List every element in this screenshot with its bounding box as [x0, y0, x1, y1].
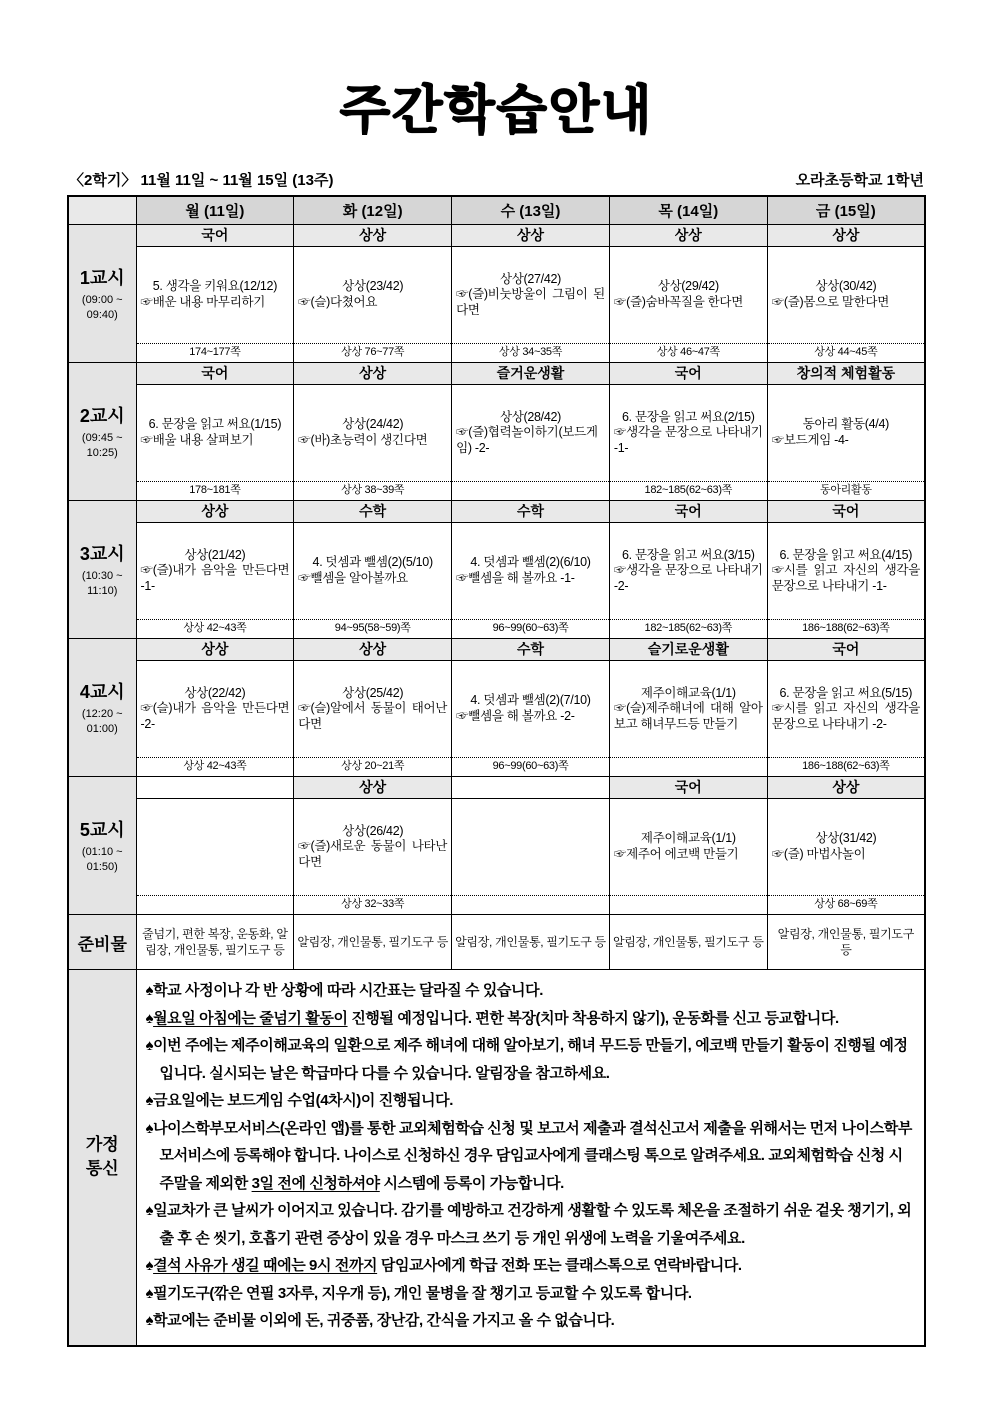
period-time: (10:30 ~ 11:10) — [81, 570, 123, 597]
lesson-title: 6. 문장을 읽고 써요(2/15) — [621, 409, 755, 424]
lesson-title: 상상(28/42) — [499, 409, 562, 424]
lesson-subject: 상상 — [294, 777, 451, 799]
lesson-title: 제주이해교육(1/1) — [640, 685, 736, 700]
lesson-subject: 상상 — [294, 639, 451, 661]
supplies-cell: 줄넘기, 편한 복장, 운동화, 알림장, 개인물통, 필기도구 등 — [136, 915, 294, 970]
lesson-cell — [452, 225, 610, 363]
lesson-title: 상상(22/42) — [184, 685, 246, 700]
lesson-detail: ☞(즐)몸으로 말한다면 — [771, 295, 889, 309]
lesson-cell — [136, 363, 294, 501]
supplies-label: 준비물 — [68, 915, 136, 970]
lesson-cell — [136, 777, 294, 915]
notice-item: ♠학교에는 준비물 이외에 돈, 귀중품, 장난감, 간식을 가지고 올 수 없습니다. — [145, 1312, 615, 1329]
notice-list — [146, 977, 916, 1335]
notice-item: ♠이번 주에는 제주이해교육의 일환으로 제주 해녀에 대해 알아보기, 해녀 무드등 만들기, 에코백 만들기 활동이 진행될 예정입니다. 실시되는 날은 학급마다 다를 수 있습니다. 알림장을 참고하세요. — [145, 1037, 908, 1082]
lesson-subject: 국어 — [610, 363, 767, 385]
lesson-pages: 상상 44~45쪽 — [768, 343, 924, 362]
lesson-pages: 96~99(60~63)쪽 — [452, 757, 609, 776]
lesson-pages: 상상 68~69쪽 — [768, 895, 924, 914]
lesson-pages: 182~185(62~63)쪽 — [610, 619, 767, 638]
day-header-fri: 금 (15일) — [767, 196, 925, 225]
lesson-pages: 상상 76~77쪽 — [294, 343, 451, 362]
lesson-subject: 국어 — [137, 225, 294, 247]
lesson-subject: 창의적 체험활동 — [768, 363, 924, 385]
notice-item: ♠결석 사유가 생길 때에는 9시 전까지 담임교사에게 학급 전화 또는 클래스톡으로 연락바랍니다. — [145, 1257, 742, 1274]
lesson-pages — [452, 895, 609, 914]
lesson-title: 상상(31/42) — [815, 831, 877, 846]
lesson-title: 상상(29/42) — [657, 279, 719, 294]
lesson-title: 4. 덧셈과 뺄셈(2)(7/10) — [470, 693, 591, 708]
lesson-pages — [137, 895, 294, 914]
period-name: 3교시 — [79, 544, 125, 565]
lesson-cell — [609, 501, 767, 639]
lesson-subject: 상상 — [768, 777, 924, 799]
lesson-cell — [294, 639, 452, 777]
period-name: 5교시 — [79, 820, 125, 841]
lesson-title: 상상(26/42) — [342, 823, 404, 838]
lesson-pages: 상상 20~21쪽 — [294, 757, 451, 776]
lesson-pages: 182~185(62~63)쪽 — [610, 481, 767, 500]
notice-label: 가정 통신 — [68, 970, 136, 1346]
table-corner — [68, 196, 136, 225]
lesson-pages — [610, 757, 767, 776]
lesson-subject — [452, 777, 609, 799]
lesson-detail: ☞뺄셈을 알아볼까요 — [298, 571, 408, 585]
period-time: (12:20 ~ 01:00) — [81, 708, 123, 735]
lesson-subject: 상상 — [137, 639, 294, 661]
lesson-pages: 174~177쪽 — [137, 343, 294, 362]
lesson-subject: 국어 — [610, 501, 767, 523]
lesson-cell — [294, 777, 452, 915]
period-time: (09:00 ~ 09:40) — [81, 294, 123, 321]
day-header-tue: 화 (12일) — [294, 196, 452, 225]
period-label-5 — [68, 777, 136, 915]
lesson-title: 상상(23/42) — [342, 279, 404, 294]
lesson-cell — [452, 501, 610, 639]
lesson-pages — [452, 481, 609, 500]
lesson-title: 상상(27/42) — [499, 271, 562, 286]
period-label-1 — [68, 225, 136, 363]
lesson-detail: ☞(즐)숨바꼭질을 한다면 — [613, 295, 743, 309]
lesson-pages: 96~99(60~63)쪽 — [452, 619, 609, 638]
lesson-cell — [609, 225, 767, 363]
page-title: 주간학습안내 — [339, 82, 654, 140]
lesson-cell — [452, 363, 610, 501]
lesson-title: 상상(24/42) — [342, 417, 404, 432]
lesson-detail: ☞제주어 에코백 만들기 — [613, 847, 739, 861]
lesson-cell — [609, 363, 767, 501]
lesson-cell — [294, 501, 452, 639]
lesson-detail: ☞시를 읽고 자신의 생각을 문장으로 나타내기 -1- — [771, 563, 920, 593]
lesson-pages: 상상 34~35쪽 — [452, 343, 609, 362]
lesson-title: 제주이해교육(1/1) — [640, 831, 736, 846]
lesson-detail: ☞시를 읽고 자신의 생각을 문장으로 나타내기 -2- — [771, 701, 920, 731]
period-row-3 — [68, 501, 925, 639]
lesson-subject: 상상 — [294, 225, 451, 247]
lesson-detail: ☞생각을 문장으로 나타내기 -1- — [613, 425, 763, 455]
supplies-cell: 알림장, 개인물통, 필기도구 등 — [294, 915, 452, 970]
lesson-detail: ☞(바)초능력이 생긴다면 — [298, 433, 428, 447]
supplies-cell: 알림장, 개인물통, 필기도구 등 — [452, 915, 610, 970]
period-time: (09:45 ~ 10:25) — [81, 432, 123, 459]
lesson-title: 6. 문장을 읽고 써요(3/15) — [621, 547, 755, 562]
lesson-subject: 상상 — [452, 225, 609, 247]
lesson-title: 동아리 활동(4/4) — [802, 417, 889, 432]
semester-week-range: 〈2학기〉 11월 11일 ~ 11월 15일 (13주) — [69, 172, 334, 189]
lesson-title: 6. 문장을 읽고 써요(4/15) — [779, 547, 913, 562]
lesson-subject: 슬기로운생활 — [610, 639, 767, 661]
lesson-detail: ☞(즐) 마법사놀이 — [771, 847, 866, 861]
lesson-subject: 즐거운생활 — [452, 363, 609, 385]
lesson-detail: ☞뺄셈을 해 볼까요 -1- — [456, 571, 575, 585]
notice-item: ♠월요일 아침에는 줄넘기 활동이 진행될 예정입니다. 편한 복장(치마 착용하지 않기), 운동화를 신고 등교합니다. — [145, 1009, 839, 1027]
notice-item: ♠학교 사정이나 각 반 상황에 따라 시간표는 달라질 수 있습니다. — [145, 982, 543, 999]
school-grade: 오라초등학교 1학년 — [795, 172, 924, 189]
notice-content — [136, 970, 925, 1346]
lesson-subject: 국어 — [610, 777, 767, 799]
period-row-2 — [68, 363, 925, 501]
lesson-title: 상상(30/42) — [815, 279, 877, 294]
lesson-pages: 94~95(58~59)쪽 — [294, 619, 451, 638]
lesson-subject: 수학 — [452, 501, 609, 523]
lesson-cell — [452, 639, 610, 777]
subheader — [67, 169, 926, 190]
lesson-pages: 상상 42~43쪽 — [137, 757, 294, 776]
day-header-mon: 월 (11일) — [136, 196, 294, 225]
lesson-pages: 186~188(62~63)쪽 — [768, 619, 924, 638]
lesson-pages: 상상 32~33쪽 — [294, 895, 451, 914]
lesson-detail: ☞배울 내용 살펴보기 — [140, 433, 254, 447]
lesson-title: 4. 덧셈과 뺄셈(2)(6/10) — [470, 555, 591, 570]
lesson-pages: 상상 38~39쪽 — [294, 481, 451, 500]
lesson-pages: 178~181쪽 — [137, 481, 294, 500]
notice-row — [68, 970, 925, 1346]
lesson-cell — [767, 225, 925, 363]
lesson-subject: 상상 — [768, 225, 924, 247]
lesson-cell — [609, 639, 767, 777]
lesson-subject: 수학 — [452, 639, 609, 661]
lesson-subject: 상상 — [137, 501, 294, 523]
lesson-cell — [136, 225, 294, 363]
lesson-title: 상상(25/42) — [342, 685, 404, 700]
period-label-3 — [68, 501, 136, 639]
lesson-pages — [610, 895, 767, 914]
notice-item: ♠나이스학부모서비스(온라인 앱)를 통한 교외체험학습 신청 및 보고서 제출과 결석신고서 제출을 위해서는 먼저 나이스학부모서비스에 등록해야 합니다. 나이스로 신청하신 경우 담임교사에게 클래스팅 톡으로 알려주세요. 교외체험학습 신청 시 주말을 제외한 3일 전에 신청하셔야 시스템에 등록이 가능합니다. — [145, 1119, 912, 1192]
lesson-pages: 상상 46~47쪽 — [610, 343, 767, 362]
lesson-title: 6. 문장을 읽고 써요(5/15) — [779, 685, 913, 700]
lesson-detail: ☞생각을 문장으로 나타내기 -2- — [613, 563, 763, 593]
lesson-detail: ☞(즐)협력놀이하기(보드게임) -2- — [456, 425, 598, 455]
period-row-5 — [68, 777, 925, 915]
period-time: (01:10 ~ 01:50) — [81, 846, 123, 873]
notice-item: ♠금요일에는 보드게임 수업(4차시)이 진행됩니다. — [145, 1092, 453, 1109]
lesson-subject: 상상 — [610, 225, 767, 247]
lesson-cell — [136, 501, 294, 639]
lesson-cell — [609, 777, 767, 915]
lesson-title: 4. 덧셈과 뺄셈(2)(5/10) — [312, 555, 433, 570]
period-row-1 — [68, 225, 925, 363]
lesson-detail: ☞(즐)새로운 동물이 나타난다면 — [298, 839, 448, 869]
lesson-cell — [767, 777, 925, 915]
supplies-cell: 알림장, 개인물통, 필기도구 등 — [609, 915, 767, 970]
lesson-detail: ☞배운 내용 마무리하기 — [140, 295, 266, 309]
lesson-detail: ☞보드게임 -4- — [771, 433, 849, 447]
day-header-row — [68, 196, 925, 225]
lesson-cell — [136, 639, 294, 777]
lesson-cell — [767, 363, 925, 501]
lesson-detail: ☞(슬)알에서 동물이 태어난다면 — [298, 701, 448, 731]
lesson-subject: 수학 — [294, 501, 451, 523]
lesson-detail: ☞뺄셈을 해 볼까요 -2- — [456, 709, 575, 723]
lesson-subject — [137, 777, 294, 799]
lesson-detail: ☞(슬)내가 음악을 만든다면 -2- — [140, 701, 290, 731]
period-label-2 — [68, 363, 136, 501]
period-row-4 — [68, 639, 925, 777]
supplies-cell: 알림장, 개인물통, 필기도구 등 — [767, 915, 925, 970]
period-name: 1교시 — [79, 268, 125, 289]
lesson-cell — [294, 225, 452, 363]
lesson-detail: ☞(즐)비눗방울이 그림이 된다면 — [456, 287, 605, 317]
lesson-cell — [294, 363, 452, 501]
period-label-4 — [68, 639, 136, 777]
lesson-detail: ☞(슬)제주해녀에 대해 알아보고 해녀무드등 만들기 — [613, 701, 763, 731]
notice-item: ♠일교차가 큰 날씨가 이어지고 있습니다. 감기를 예방하고 건강하게 생활할 수 있도록 체온을 조절하기 쉬운 겉옷 챙기기, 외출 후 손 씻기, 호흡기 관련 증상이 있을 경우 마스크 쓰기 등 개인 위생에 노력을 기울여주세요. — [145, 1202, 912, 1247]
lesson-subject: 상상 — [294, 363, 451, 385]
day-header-thu: 목 (14일) — [609, 196, 767, 225]
lesson-subject: 국어 — [137, 363, 294, 385]
lesson-subject: 국어 — [768, 639, 924, 661]
lesson-title: 6. 문장을 읽고 써요(1/15) — [148, 417, 282, 432]
lesson-detail: ☞(슬)다쳤어요 — [298, 295, 378, 309]
lesson-detail: ☞(즐)내가 음악을 만든다면 -1- — [140, 563, 290, 593]
lesson-pages: 상상 42~43쪽 — [137, 619, 294, 638]
period-name: 2교시 — [79, 406, 125, 427]
notice-item: ♠필기도구(깎은 연필 3자루, 지우개 등), 개인 물병을 잘 챙기고 등교할 수 있도록 합니다. — [145, 1284, 692, 1302]
weekly-timetable — [67, 195, 926, 1347]
period-name: 4교시 — [79, 682, 125, 703]
lesson-cell — [452, 777, 610, 915]
lesson-title: 상상(21/42) — [184, 547, 246, 562]
lesson-cell — [767, 501, 925, 639]
supplies-row — [68, 915, 925, 970]
lesson-pages: 동아리활동 — [768, 481, 924, 500]
lesson-pages: 186~188(62~63)쪽 — [768, 757, 924, 776]
lesson-subject: 국어 — [768, 501, 924, 523]
lesson-cell — [767, 639, 925, 777]
lesson-title: 5. 생각을 키워요(12/12) — [152, 279, 278, 294]
day-header-wed: 수 (13일) — [452, 196, 610, 225]
